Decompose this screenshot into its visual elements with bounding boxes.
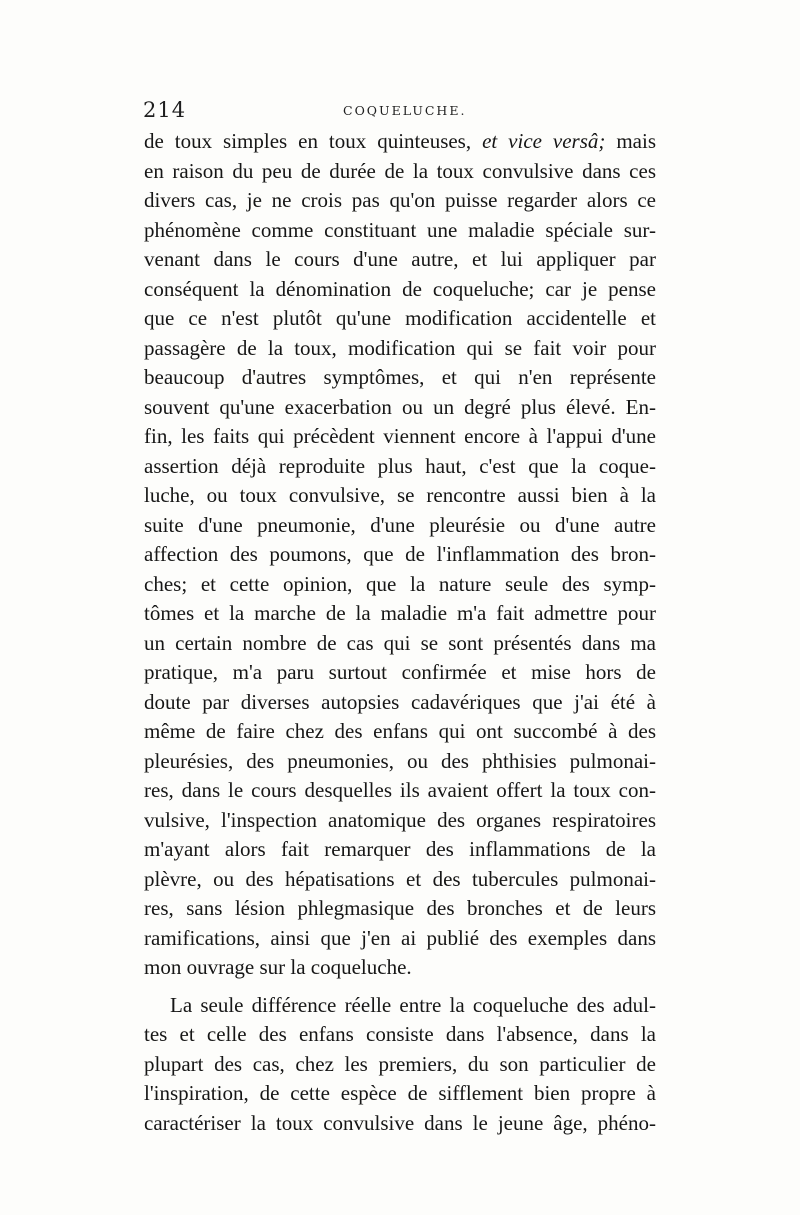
text-line: tômes et la marche de la maladie m'a fait admettre pour [144,601,656,625]
paragraph-gap [144,983,656,991]
text-line: caractériser la toux convulsive dans le jeune âge, phéno- [144,1110,656,1135]
body-text [144,127,656,1138]
paragraph [144,991,656,1139]
text-line: même de faire chez des enfans qui ont succombé à des [144,719,656,743]
text-line: divers cas, je ne crois pas qu'on puisse regarder alors ce [144,188,656,212]
text-line: assertion déjà reproduite plus haut, c'est que la coque- [144,453,656,478]
text-line: un certain nombre de cas qui se sont présentés dans ma [144,630,656,655]
page-header [143,98,663,122]
italic-phrase: et vice versâ; [482,129,606,153]
text-line: plupart des cas, chez les premiers, du son particulier de [144,1051,656,1076]
text-line: souvent qu'une exacerbation ou un degré plus élevé. En- [144,394,656,419]
text-line: vulsive, l'inspection anatomique des organes respiratoires [144,807,656,832]
text-line: tes et celle des enfans consiste dans l'absence, dans la [144,1022,656,1046]
text-line: venant dans le cours d'une autre, et lui appliquer par [144,247,656,271]
text-line: passagère de la toux, modification qui se fait voir pour [144,335,656,360]
text-line: suite d'une pneumonie, d'une pleurésie ou d'une autre [144,512,656,537]
text-line: conséquent la dénomination de coqueluche; car je pense [144,276,656,301]
running-title: COQUELUCHE. [343,103,467,118]
page-number: 214 [143,98,187,122]
text-line: mon ouvrage sur la coqueluche. [144,955,412,979]
text-line: fin, les faits qui précèdent viennent encore à l'appui d'une [144,424,656,448]
text-line: de toux simples en toux quinteuses, et vice versâ; mais [144,129,656,153]
text-line: res, dans le cours desquelles ils avaient offert la toux con- [144,778,656,802]
text-line: beaucoup d'autres symptômes, et qui n'en représente [144,365,656,389]
text-line: La seule différence réelle entre la coqueluche des adul- [170,992,656,1017]
text-line: affection des poumons, que de l'inflammation des bron- [144,542,656,566]
text-line: luche, ou toux convulsive, se rencontre aussi bien à la [144,483,656,507]
text-line: l'inspiration, de cette espèce de sifflement bien propre à [144,1081,656,1105]
text-line: pratique, m'a paru surtout confirmée et mise hors de [144,660,656,684]
text-line: ramifications, ainsi que j'en ai publié des exemples dans [144,925,656,950]
text-line: plèvre, ou des hépatisations et des tubercules pulmonai- [144,866,656,891]
text-line: res, sans lésion phlegmasique des bronches et de leurs [144,896,656,920]
text-line: ches; et cette opinion, que la nature seule des symp- [144,571,656,596]
text-line: doute par diverses autopsies cadavériques que j'ai été à [144,689,656,714]
text-line: pleurésies, des pneumonies, ou des phthisies pulmonai- [144,748,656,773]
text-line: phénomène comme constituant une maladie spéciale sur- [144,217,656,242]
paragraph [144,127,656,983]
text-line: m'ayant alors fait remarquer des inflammations de la [144,837,656,861]
text-line: que ce n'est plutôt qu'une modification accidentelle et [144,306,656,330]
text-line: en raison du peu de durée de la toux convulsive dans ces [144,158,656,183]
